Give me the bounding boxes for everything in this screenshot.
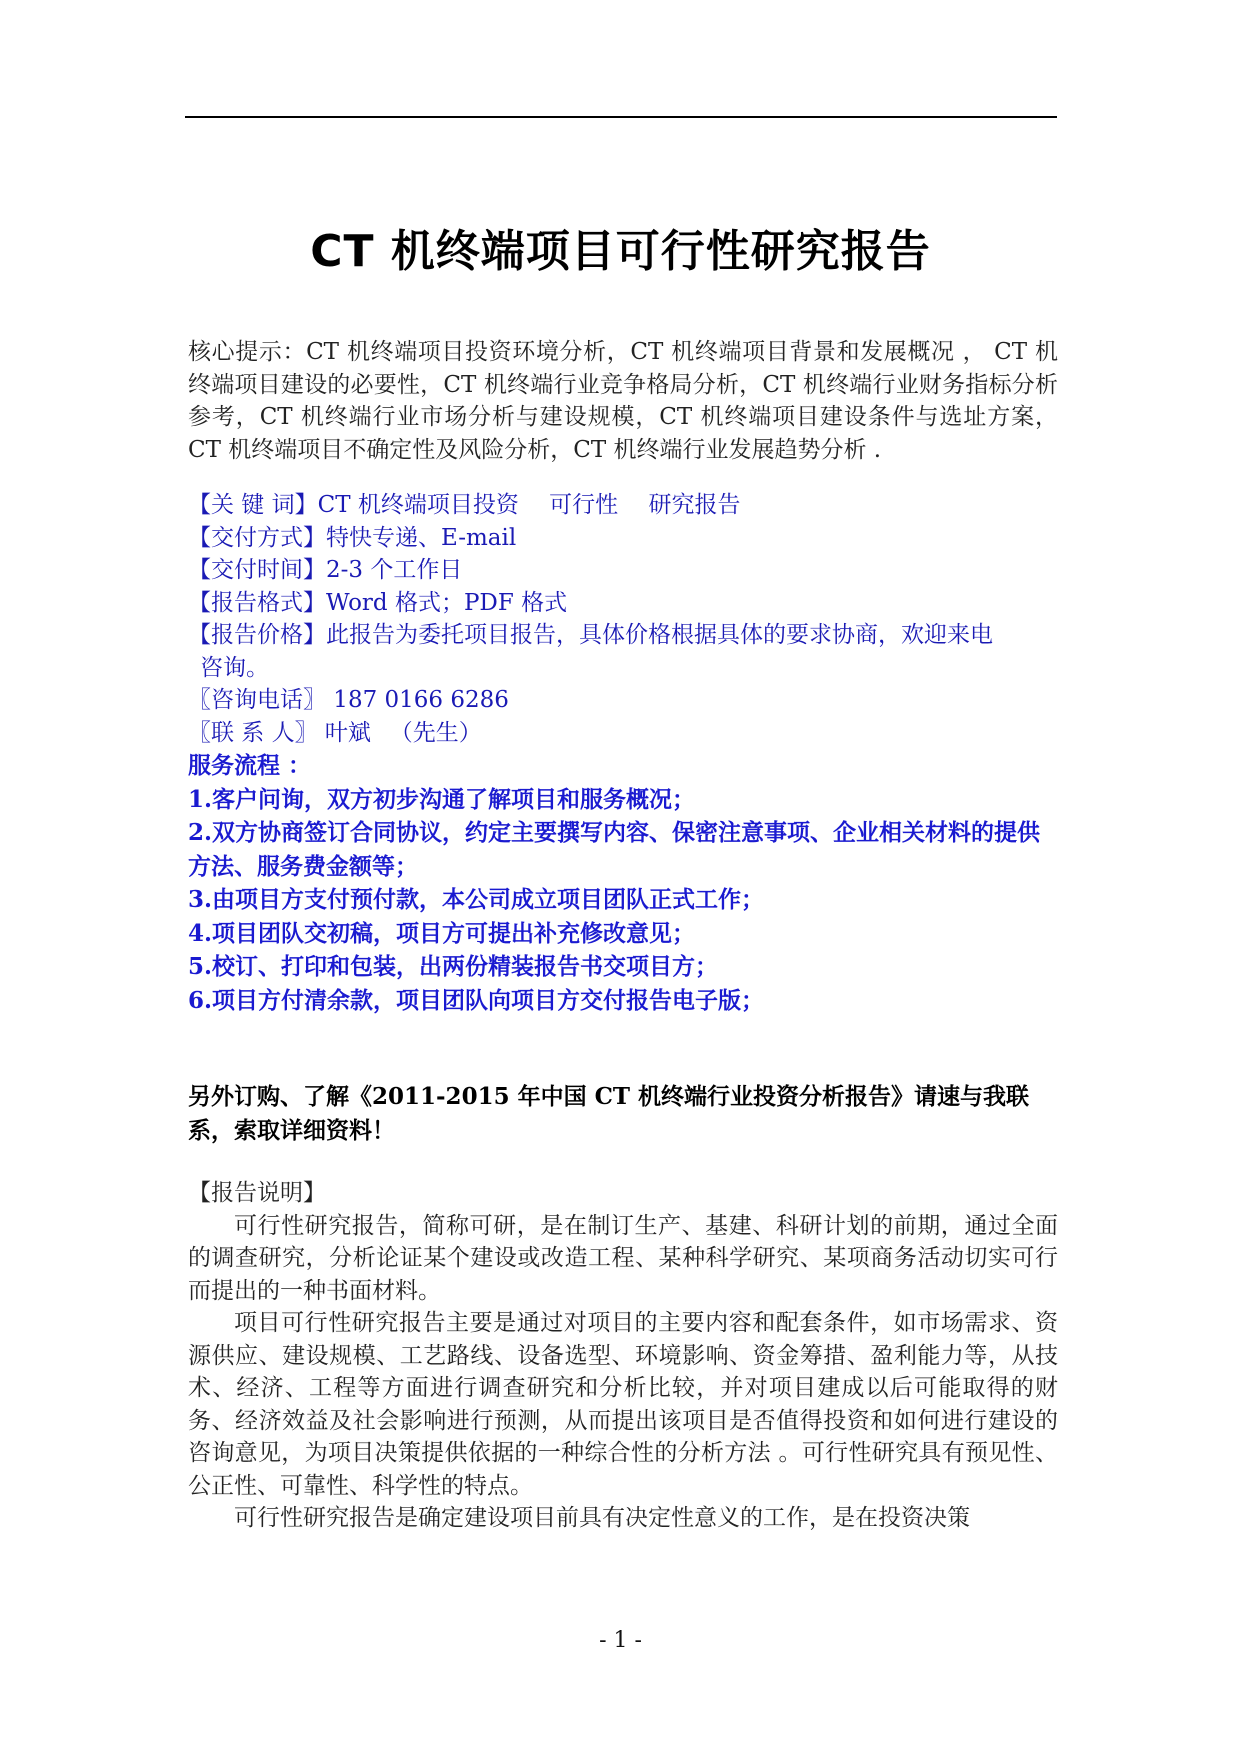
meta-keywords: 【关 键 词】CT 机终端项目投资 可行性 研究报告 [188, 492, 741, 518]
report-paragraph: 可行性研究报告，简称可研，是在制订生产、基建、科研计划的前期，通过全面的调查研究，分析论证某个建设或改造工程、某种科学研究、某项商务活动切实可行而提出的一种书面材料。 [188, 1212, 1058, 1304]
summary-text: 核心提示：CT 机终端项目投资环境分析，CT 机终端项目背景和发展概况 ， CT 机终端项目建设的必要性，CT 机终端行业竞争格局分析，CT 机终端行业财务指标分析参考，CT 机终端行业市场分析与建设规模，CT 机终端项目建设条件与选址方案，CT 机终端项目不确定性及风险分析，CT 机终端行业发展趋势分析 . [188, 339, 1058, 463]
report-paragraph: 可行性研究报告是确定建设项目前具有决定性意义的工作，是在投资决策 [234, 1505, 970, 1531]
service-step: 6.项目方付清余款，项目团队向项目方交付报告电子版； [188, 986, 765, 1014]
document-body [188, 336, 1058, 1535]
meta-phone: 〖咨询电话〗 187 0166 6286 [188, 687, 509, 713]
meta-info [188, 489, 1058, 749]
report-description [188, 1177, 1058, 1535]
meta-format: 【报告格式】Word 格式；PDF 格式 [188, 589, 568, 616]
meta-price-continued: 咨询。 [200, 654, 269, 681]
page-number: - 1 - [599, 1628, 642, 1653]
meta-delivery-method: 【交付方式】特快专递、E-mail [188, 524, 517, 551]
service-step: 4.项目团队交初稿，项目方可提出补充修改意见； [188, 919, 696, 947]
service-step: 1.客户问询，双方初步沟通了解项目和服务概况； [188, 785, 696, 813]
header-rule [185, 116, 1057, 118]
document-title: CT 机终端项目可行性研究报告 [310, 226, 931, 277]
service-flow-heading: 服务流程 ： [188, 752, 312, 779]
report-heading: 【报告说明】 [188, 1180, 326, 1206]
meta-price: 【报告价格】此报告为委托项目报告，具体价格根据具体的要求协商，欢迎来电 [188, 622, 993, 648]
service-step: 3.由项目方支付预付款，本公司成立项目团队正式工作； [188, 886, 765, 913]
service-step: 2.双方协商签订合同协议，约定主要撰写内容、保密注意事项、企业相关材料的提供方法、服务费金额等； [188, 819, 1041, 880]
order-note: 另外订购、了解《2011-2015 年中国 CT 机终端行业投资分析报告》请速与我联系，索取详细资料！ [188, 1083, 1030, 1144]
meta-contact: 〖联 系 人〗 叶斌 （先生） [188, 719, 482, 746]
report-paragraph: 项目可行性研究报告主要是通过对项目的主要内容和配套条件，如市场需求、资源供应、建设规模、工艺路线、设备选型、环境影响、资金筹措、盈利能力等，从技术、经济、工程等方面进行调查研究和分析比较，并对项目建成以后可能取得的财务、经济效益及社会影响进行预测，从而提出该项目是否值得投资和如何进行建设的咨询意见，为项目决策提供依据的一种综合性的分析方法 。可行性研究具有预见性、公正性、可靠性、科学性的特点。 [188, 1310, 1058, 1499]
service-flow [188, 749, 1058, 1017]
service-step: 5.校订、打印和包装，出两份精装报告书交项目方； [188, 953, 719, 980]
meta-delivery-time: 【交付时间】2-3 个工作日 [188, 557, 463, 583]
